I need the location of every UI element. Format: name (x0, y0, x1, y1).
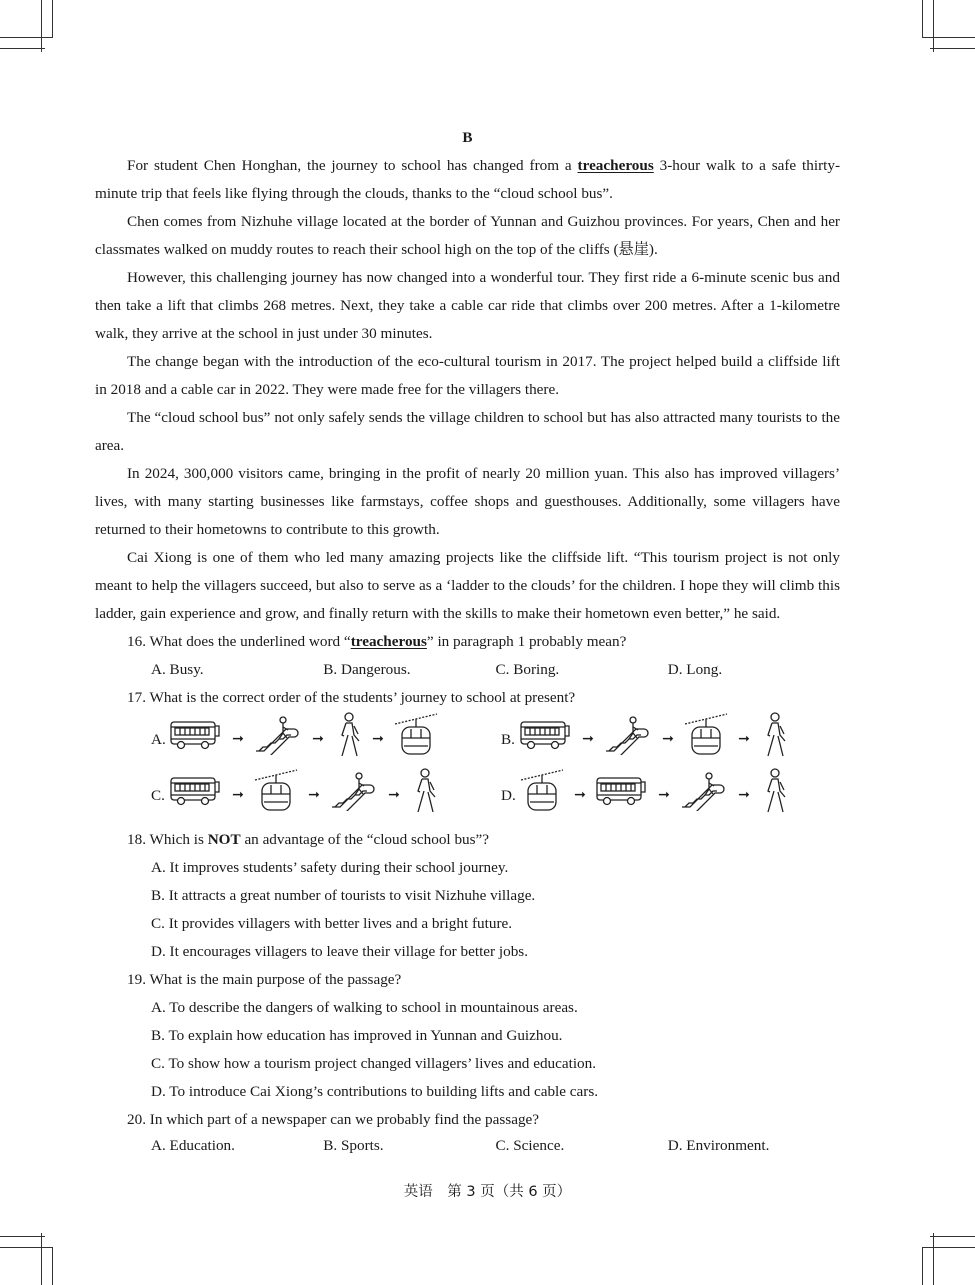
crop-mark (922, 0, 923, 38)
bus-icon (519, 717, 573, 763)
walking-person-icon (409, 768, 439, 824)
arrow-right-icon: ➞ (308, 788, 320, 803)
paragraph-3: However, this challenging journey has now changed into a wonderful tour. They first ride a 6-minute scenic bus and then take a lift that climbs 268 metres. Next, they take a cable car ride that climbs over 200 metres. After a 1-kilometre walk, they arrive at the school in just under 30 minutes. (95, 269, 840, 342)
arrow-right-icon: ➞ (232, 788, 244, 803)
cable-car-icon (519, 768, 565, 824)
cable-car-icon (253, 768, 299, 824)
arrow-right-icon: ➞ (738, 732, 750, 747)
paragraph-7: Cai Xiong is one of them who led many amazing projects like the cliffside lift. “This tourism project is not only meant to help the villagers succeed, but also to serve as a ‘ladder to the clouds’ for the children. I hope they will climb this ladder, gain experience and grow, and finally return with the skills to make their hometown even better,” he said. (95, 549, 840, 622)
crop-mark (41, 0, 42, 52)
arrow-right-icon: ➞ (312, 732, 324, 747)
arrow-right-icon: ➞ (574, 788, 586, 803)
option-d[interactable]: D. Environment. (667, 1137, 770, 1154)
option-c[interactable]: C. Boring. (495, 661, 560, 678)
question-18-text: 18. Which is (127, 831, 208, 848)
crop-mark (933, 0, 934, 52)
arrow-right-icon: ➞ (232, 732, 244, 747)
page-footer: 英语 第 3 页（共 6 页） (403, 1184, 572, 1200)
crop-mark (933, 1233, 934, 1285)
question-16-text: 16. What does the underlined word “ (127, 633, 351, 650)
underlined-word: treacherous (577, 157, 654, 174)
bus-icon (169, 717, 223, 763)
option-a[interactable]: A. Busy. (151, 661, 204, 678)
question-20: 20. In which part of a newspaper can we probably find the passage? (127, 1111, 540, 1128)
question-16-word: treacherous (350, 633, 427, 650)
escalator-icon (329, 771, 379, 821)
option-b-sequence[interactable] (501, 714, 789, 766)
escalator-icon (603, 715, 653, 765)
section-title: B (462, 129, 473, 146)
paragraph-1-end: 3-hour walk to a safe thirty-minute trip that feels like flying through the clouds, thanks to the “cloud school bus”. (95, 157, 840, 202)
option-label: C. (151, 787, 165, 804)
question-16 (95, 628, 840, 656)
bus-icon (169, 773, 223, 819)
option-c[interactable]: C. Science. (495, 1137, 565, 1154)
question-18-text-end: an advantage of the “cloud school bus”? (240, 831, 490, 848)
arrow-right-icon: ➞ (662, 732, 674, 747)
bus-icon (595, 773, 649, 819)
option-d[interactable]: D. It encourages villagers to leave their village for better jobs. (151, 943, 529, 960)
arrow-right-icon: ➞ (372, 732, 384, 747)
cable-car-icon (683, 712, 729, 768)
question-16-options (95, 656, 840, 684)
exam-page (95, 124, 840, 1158)
option-c-sequence[interactable] (151, 770, 439, 822)
paragraph-2: Chen comes from Nizhuhe village located at the border of Yunnan and Guizhou provinces. For years, Chen and her classmates walked on muddy routes to reach their school high on the top of the cliffs (悬崖). (95, 213, 840, 258)
option-b[interactable]: B. Sports. (323, 1137, 384, 1154)
walking-person-icon (759, 768, 789, 824)
crop-mark (930, 1236, 975, 1237)
crop-mark (0, 1247, 52, 1248)
option-c[interactable]: C. It provides villagers with better lives and a bright future. (151, 915, 513, 932)
crop-mark (41, 1233, 42, 1285)
crop-mark (0, 1236, 45, 1237)
escalator-icon (253, 715, 303, 765)
walking-person-icon (333, 712, 363, 768)
question-19: 19. What is the main purpose of the passage? (127, 971, 402, 988)
option-d[interactable]: D. Long. (667, 661, 723, 678)
option-c[interactable]: C. To show how a tourism project changed villagers’ lives and education. (151, 1055, 597, 1072)
arrow-right-icon: ➞ (388, 788, 400, 803)
option-label: A. (151, 731, 166, 748)
option-d-sequence[interactable] (501, 770, 789, 822)
arrow-right-icon: ➞ (658, 788, 670, 803)
escalator-icon (679, 771, 729, 821)
arrow-right-icon: ➞ (582, 732, 594, 747)
crop-mark (930, 48, 975, 49)
paragraph-6: In 2024, 300,000 visitors came, bringing in the profit of nearly 20 million yuan. This also has improved villagers’ lives, with many starting businesses like farmstays, coffee shops and guesthouses. Additionally, some villagers have returned to their hometowns to contribute to this growth. (95, 465, 840, 538)
option-a-sequence[interactable] (151, 714, 439, 766)
crop-mark (922, 1247, 975, 1248)
crop-mark (922, 1247, 923, 1285)
question-17-options (151, 712, 840, 826)
crop-mark (52, 1247, 53, 1285)
question-20-options (95, 1134, 840, 1158)
question-17: 17. What is the correct order of the students’ journey to school at present? (127, 689, 576, 706)
crop-mark (52, 0, 53, 38)
option-a[interactable]: A. It improves students’ safety during their school journey. (151, 859, 509, 876)
option-d[interactable]: D. To introduce Cai Xiong’s contributions to building lifts and cable cars. (151, 1083, 599, 1100)
crop-mark (0, 48, 45, 49)
paragraph-1-start: For student Chen Honghan, the journey to school has changed from a (127, 157, 578, 174)
option-label: D. (501, 787, 516, 804)
walking-person-icon (759, 712, 789, 768)
question-16-text-end: ” in paragraph 1 probably mean? (426, 633, 627, 650)
question-18-emphasis: NOT (207, 831, 241, 848)
paragraph-1 (95, 152, 840, 208)
crop-mark (0, 37, 52, 38)
paragraph-4: The change began with the introduction of the eco-cultural tourism in 2017. The project helped build a cliffside lift in 2018 and a cable car in 2022. They were made free for the villagers there. (95, 353, 840, 398)
arrow-right-icon: ➞ (738, 788, 750, 803)
crop-mark (922, 37, 975, 38)
question-18 (95, 826, 840, 854)
cable-car-icon (393, 712, 439, 768)
option-b[interactable]: B. To explain how education has improved in Yunnan and Guizhou. (151, 1027, 563, 1044)
option-b[interactable]: B. Dangerous. (323, 661, 411, 678)
option-b[interactable]: B. It attracts a great number of tourists to visit Nizhuhe village. (151, 887, 536, 904)
paragraph-5: The “cloud school bus” not only safely sends the village children to school but has also attracted many tourists to the area. (95, 409, 840, 454)
option-label: B. (501, 731, 515, 748)
option-a[interactable]: A. To describe the dangers of walking to school in mountainous areas. (151, 999, 578, 1016)
option-a[interactable]: A. Education. (151, 1137, 235, 1154)
